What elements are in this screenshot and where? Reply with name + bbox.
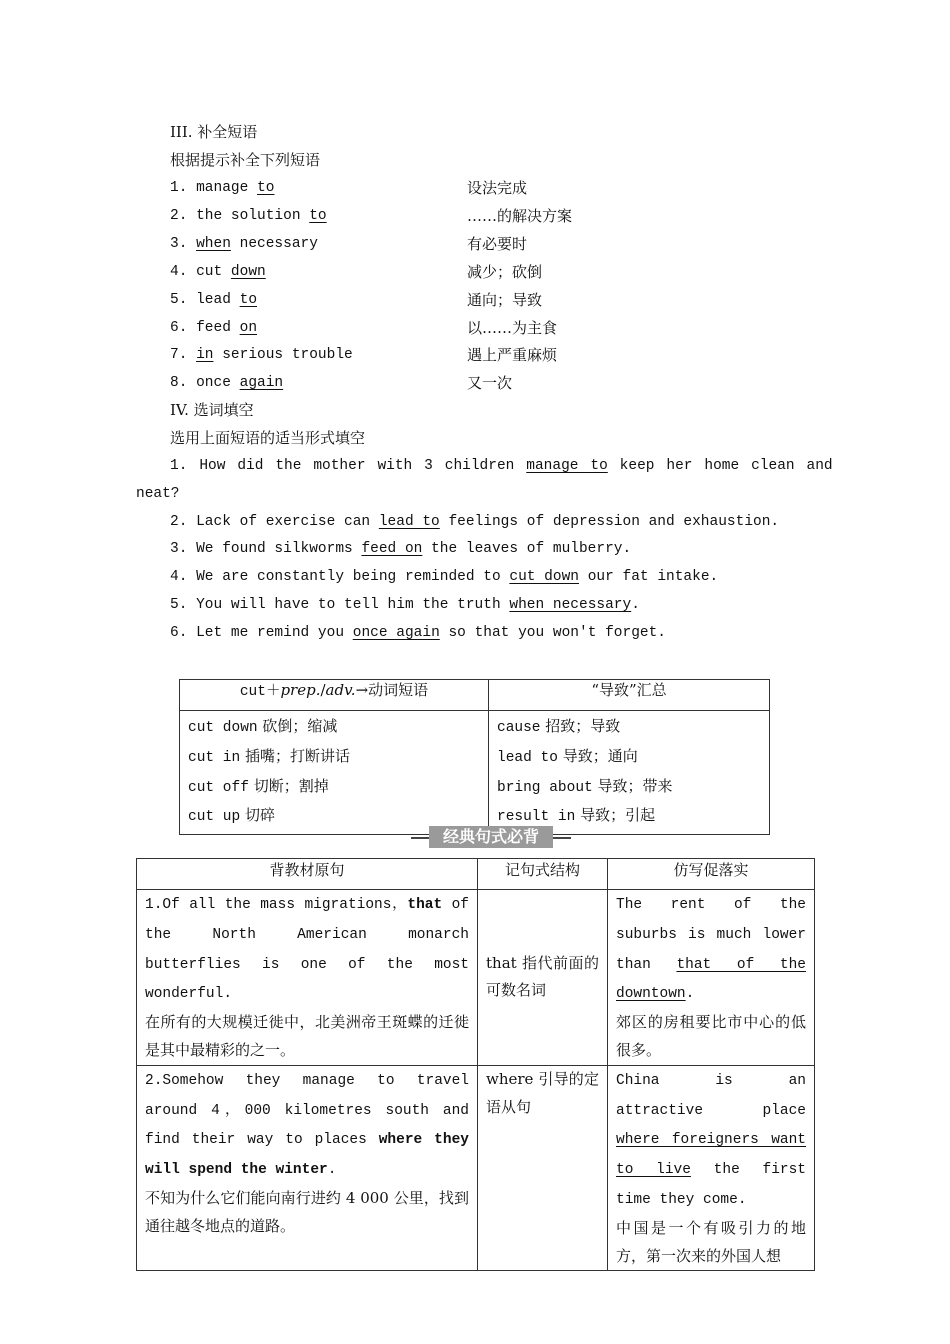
sentence-post: the leaves of mulberry.	[422, 541, 632, 558]
entry-zh: 导致；带来	[597, 776, 673, 795]
phrase-meaning: 通向；导致	[467, 290, 543, 309]
sentence-number: 1.	[170, 458, 188, 474]
row1-imit-post: .	[685, 986, 695, 1003]
table1-entry	[188, 773, 480, 803]
phrase-pre: cut	[196, 263, 231, 280]
phrase-item	[170, 174, 274, 202]
entry-en: cause	[497, 720, 541, 736]
entry-zh: 导致；引起	[580, 806, 656, 825]
sentence-number: 3.	[170, 541, 188, 558]
entry-zh: 插嘴；打断讲话	[245, 746, 351, 765]
sentence-pre: How did the mother with 3 children	[199, 458, 527, 474]
row2-en-a: Somehow they manage to travel around 4，000 kilometres south and find their way to places	[145, 1072, 469, 1149]
phrase-pre: manage	[196, 180, 258, 196]
sentence-number: 5.	[170, 597, 188, 613]
row1-en-b: of the North American monarch butterflies is one of the most wonderful.	[145, 897, 469, 1003]
table1-header-left	[180, 680, 489, 711]
phrase-item	[170, 286, 257, 314]
sentence-item	[170, 619, 666, 647]
sentence-blank: when necessary	[509, 597, 632, 613]
phrase-post: serious trouble	[213, 347, 353, 364]
phrase-blank: in	[196, 347, 214, 364]
table1-entry	[497, 773, 761, 803]
sentence-blank: manage to	[526, 458, 608, 474]
phrase-number: 7.	[170, 347, 188, 364]
entry-en: result in	[497, 809, 576, 826]
table1-entry	[188, 743, 480, 773]
section4-instruction: 选用上面短语的适当形式填空	[170, 429, 366, 447]
phrase-meaning: 又一次	[467, 374, 513, 393]
sentence-pre: Lack of exercise can	[196, 513, 379, 530]
phrase-meaning: 减少；砍倒	[467, 262, 543, 281]
sentence-post: feelings of depression and exhaustion.	[439, 513, 780, 530]
entry-en: cut in	[188, 749, 241, 766]
phrase-blank: to	[257, 180, 275, 196]
phrase-pre: once	[196, 375, 240, 392]
phrase-number: 3.	[170, 235, 188, 252]
header-left-post: →动词短语	[355, 681, 429, 699]
phrase-meaning: 遇上严重麻烦	[467, 346, 558, 365]
table1-left-cell	[180, 711, 489, 835]
header-left-pre: cut＋	[239, 684, 281, 700]
entry-en: bring about	[497, 779, 593, 796]
header-left-adv: adv.	[325, 681, 356, 699]
row1-imit-zh: 郊区的房租要比市中心的低很多。	[616, 1013, 806, 1059]
row2-structure: where 引导的定语从句	[478, 1065, 608, 1271]
entry-en: cut off	[188, 779, 249, 796]
phrase-pre: the solution	[196, 207, 310, 224]
sentence-blank: once again	[352, 624, 440, 641]
sentence-item	[170, 563, 718, 591]
sentence-item	[170, 452, 833, 480]
phrase-blank: when	[196, 235, 231, 252]
entry-zh: 切断；割掉	[253, 776, 329, 795]
sentence-number: 2.	[170, 513, 188, 530]
entry-zh: 导致；通向	[562, 746, 638, 765]
phrase-item	[170, 230, 318, 258]
sentence-blank: feed on	[361, 541, 423, 558]
phrase-blank: on	[239, 319, 258, 336]
phrase-blank: again	[239, 375, 284, 392]
row2-imit-zh: 中国是一个有吸引力的地方，第一次来的外国人想	[616, 1218, 806, 1265]
row1-en-a: Of all the mass migrations，	[162, 897, 408, 913]
sentence-number: 4.	[170, 569, 188, 586]
sentence-pre: Let me remind you	[196, 624, 353, 641]
entry-zh: 砍倒；缩减	[262, 717, 338, 735]
phrase-pre: lead	[196, 291, 240, 308]
row2-imit-pre: China is an attractive place	[616, 1072, 806, 1119]
banner-title: 经典句式必背	[429, 826, 553, 848]
phrase-summary-table	[179, 679, 770, 835]
sentence-post: our fat intake.	[579, 569, 719, 586]
row1-en-bold: that	[407, 897, 443, 913]
phrase-blank: down	[230, 263, 266, 280]
row1-num: 1.	[145, 897, 163, 913]
phrase-item	[170, 314, 257, 342]
phrase-item	[170, 369, 283, 397]
phrase-blank: to	[309, 207, 327, 224]
table1-entry	[497, 743, 761, 773]
entry-en: cut down	[188, 720, 258, 736]
table2-header-1: 背教材原句	[137, 859, 478, 890]
table2-header-2: 记句式结构	[478, 859, 608, 890]
sentence-item	[170, 535, 631, 563]
phrase-item	[170, 341, 353, 369]
row1-original	[137, 890, 478, 1066]
sentence-pre: You will have to tell him the truth	[196, 597, 510, 613]
phrase-pre: feed	[196, 319, 240, 336]
banner-rule-right	[553, 837, 571, 839]
section4-heading: IV. 选词填空	[170, 401, 254, 419]
row2-imit-post: the first time they come.	[616, 1162, 806, 1208]
row1-structure: that 指代前面的可数名词	[478, 890, 608, 1066]
phrase-meaning: 设法完成	[467, 179, 528, 197]
sentence-continuation: neat?	[136, 485, 180, 502]
row1-zh: 在所有的大规模迁徙中，北美洲帝王斑蝶的迁徙是其中最精彩的之一。	[145, 1013, 469, 1059]
phrase-meaning: 以……为主食	[467, 318, 558, 337]
sentence-item	[170, 508, 779, 536]
sentence-post: so that you won't forget.	[439, 624, 667, 641]
header-left-prep: prep.	[280, 681, 321, 699]
table2-header-3: 仿写促落实	[608, 859, 815, 890]
phrase-number: 1.	[170, 180, 188, 196]
phrase-item	[170, 258, 266, 286]
header-left-sep: /	[320, 681, 326, 699]
row1-imit-blank: that of the downtown	[616, 956, 806, 1003]
row1-imit-pre: The rent of the suburbs is much lower than	[616, 897, 806, 973]
entry-zh: 招致；导致	[545, 717, 621, 735]
section3-instruction: 根据提示补全下列短语	[170, 151, 321, 169]
row2-imitation	[608, 1065, 815, 1271]
sentence-table	[136, 858, 815, 1271]
phrase-number: 6.	[170, 319, 188, 336]
table1-entry	[497, 713, 761, 743]
row2-zh: 不知为什么它们能向南行进约 4 000 公里，找到通往越冬地点的道路。	[145, 1188, 469, 1235]
sentence-item	[170, 591, 640, 619]
phrase-number: 5.	[170, 291, 188, 308]
row2-imit-blank: where foreigners want to live	[616, 1132, 806, 1179]
table1-entry	[188, 713, 480, 743]
row2-en-bold: where they will spend the winter	[145, 1132, 469, 1179]
section-banner	[411, 826, 571, 850]
phrase-number: 8.	[170, 375, 188, 392]
entry-en: lead to	[497, 749, 558, 766]
section3-heading: III. 补全短语	[170, 123, 258, 141]
sentence-number: 6.	[170, 624, 188, 641]
row1-imitation	[608, 890, 815, 1066]
sentence-post: .	[631, 597, 640, 613]
entry-zh: 切碎	[245, 806, 276, 825]
phrase-blank: to	[239, 291, 258, 308]
banner-rule-left	[411, 837, 429, 839]
row2-en-b: .	[327, 1162, 337, 1179]
sentence-blank: cut down	[509, 569, 579, 586]
table1-right-cell	[489, 711, 770, 835]
row2-num: 2.	[145, 1072, 163, 1089]
phrase-post: necessary	[230, 235, 318, 252]
phrase-meaning: ……的解决方案	[467, 206, 573, 225]
table1-header-right: “导致”汇总	[489, 680, 770, 711]
phrase-item	[170, 202, 327, 230]
sentence-pre: We found silkworms	[196, 541, 362, 558]
sentence-post: keep her home clean and	[607, 458, 833, 474]
row2-original	[137, 1065, 478, 1271]
phrase-number: 4.	[170, 263, 188, 280]
entry-en: cut up	[188, 809, 241, 826]
sentence-blank: lead to	[378, 513, 440, 530]
phrase-number: 2.	[170, 207, 188, 224]
phrase-meaning: 有必要时	[467, 234, 528, 253]
sentence-pre: We are constantly being reminded to	[196, 569, 510, 586]
